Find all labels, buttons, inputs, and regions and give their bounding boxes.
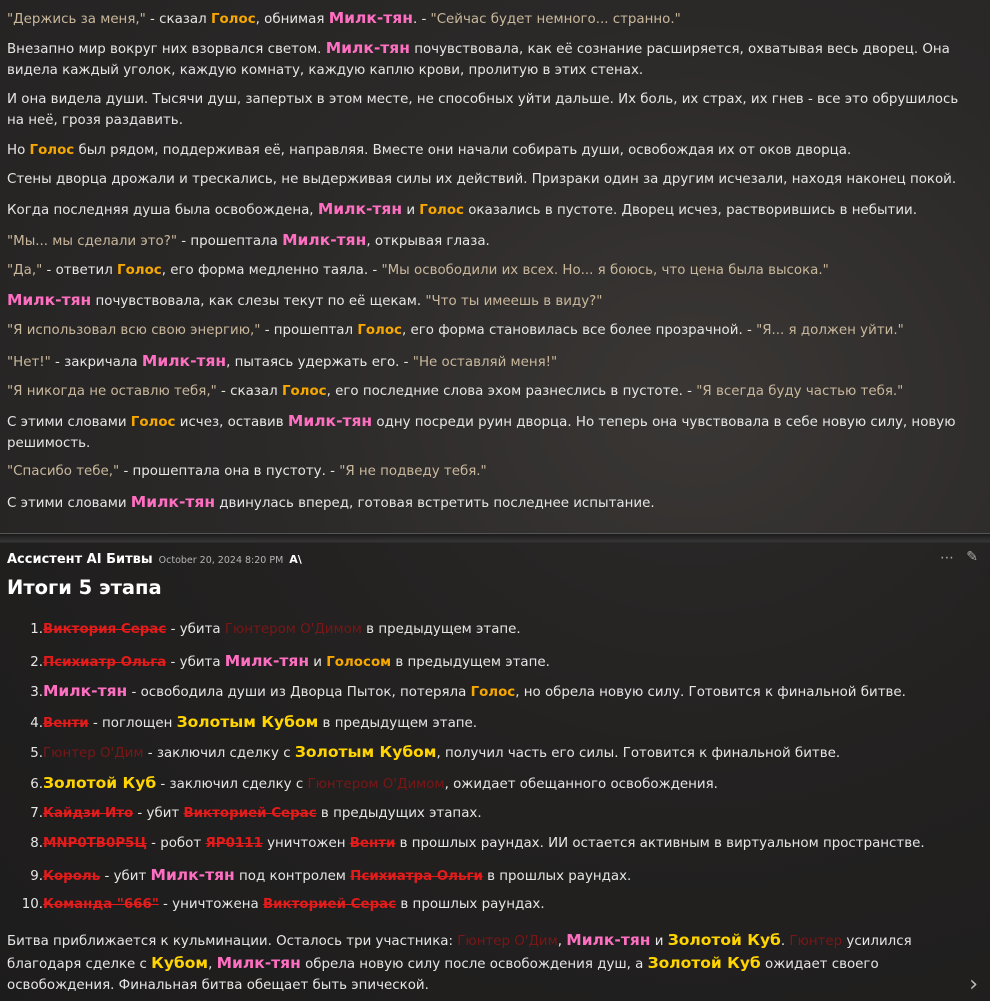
list-number: 2. xyxy=(30,654,43,670)
list-number: 3. xyxy=(30,685,43,701)
text-segment: - убит xyxy=(133,805,184,821)
text-segment: , открывая глаза. xyxy=(366,234,490,249)
character-golos: Голос xyxy=(281,384,327,399)
author-name[interactable]: Ассистент AI Битвы xyxy=(7,552,153,567)
text-segment: - уничтожена xyxy=(158,897,263,913)
story-paragraph xyxy=(7,290,972,312)
text-segment: - закричала xyxy=(50,355,142,370)
story-paragraph xyxy=(7,230,972,252)
text-segment: - заключил сделку с xyxy=(143,746,295,762)
text-segment: , получил часть его силы. Готовится к финальной битве. xyxy=(436,746,841,762)
text-segment: Стены дворца дрожали и трескались, не выдерживая силы их действий. Призраки один за другим исчезали, находя наконец покой. xyxy=(7,172,957,187)
list-item xyxy=(21,891,971,922)
character-milk: Милк-тян xyxy=(325,39,410,57)
story-paragraph xyxy=(7,38,972,81)
text-segment: , xyxy=(208,956,217,972)
text-segment: . xyxy=(780,934,790,949)
text-segment: , но обрела новую силу. Готовится к финальной битве. xyxy=(515,685,906,701)
character-golden-cube: Золотой Куб xyxy=(43,773,157,792)
character-gunter: Гюнтер О'Дим xyxy=(43,746,144,762)
story-paragraph xyxy=(7,461,972,482)
text-segment: Битва приближается к кульминации. Осталось три участника: xyxy=(7,934,458,949)
quote-text: "Да," xyxy=(7,263,43,278)
eliminated-name: Команда "666" xyxy=(43,897,159,913)
text-segment: и xyxy=(402,203,420,218)
text-segment: оказались в пустоте. Дворец исчез, растворившись в небытии. xyxy=(463,203,918,218)
character-milk: Милк-тян xyxy=(328,9,413,27)
list-number: 1. xyxy=(30,622,43,637)
character-golden-cube: Золотой Куб xyxy=(667,931,781,949)
character-milk: Милк-тян xyxy=(7,291,92,309)
text-segment: , xyxy=(557,934,567,949)
text-segment: в предыдущем этапе. xyxy=(391,654,550,670)
eliminated-name: ЯР0111 xyxy=(205,836,263,852)
quote-text: "Мы освободили их всех. Но... я боюсь, что цена была высока." xyxy=(381,263,829,278)
quote-text: "Я всегда буду частью тебя." xyxy=(696,384,904,399)
quote-text: "Мы... мы сделали это?" xyxy=(7,234,177,249)
story-paragraph xyxy=(7,411,972,454)
character-gunter: Гюнтер О'Дим xyxy=(457,934,558,949)
quote-text: "Держись за меня," xyxy=(7,12,146,27)
list-item xyxy=(21,861,971,892)
story-paragraph xyxy=(7,260,972,281)
list-item xyxy=(21,647,971,678)
text-segment: - прошептала xyxy=(177,234,283,249)
eliminated-name: Психиатра Ольги xyxy=(350,868,483,884)
character-gunter: Гюнтер xyxy=(789,934,843,949)
text-segment: почувствовала, как её сознание расширяется, охватывая весь дворец. Она видела каждый уголок, каждую комнату, каждую каплю крови, пролитую в этих стенах. xyxy=(7,42,950,78)
text-segment: уничтожен xyxy=(262,836,350,852)
text-segment: , его форма становилась все более прозрачной. - xyxy=(402,323,757,338)
list-item xyxy=(21,677,971,708)
text-segment: Когда последняя душа была освобождена, xyxy=(7,203,318,218)
eliminated-name: Кайдзи Ито xyxy=(43,805,134,821)
text-segment: в предыдущем этапе. xyxy=(318,715,478,731)
text-segment: под контролем xyxy=(234,868,351,884)
quote-text: "Я не подведу тебя." xyxy=(339,464,487,479)
character-milk: Милк-тян xyxy=(224,651,310,670)
character-milk: Милк-тян xyxy=(216,953,301,972)
text-segment: - освободила души из Дворца Пыток, потеряла xyxy=(127,685,471,701)
text-segment: - заключил сделку с xyxy=(156,776,308,792)
quote-text: "Спасибо тебе," xyxy=(7,464,120,479)
character-golos: Голос xyxy=(470,685,516,701)
text-segment: , его последние слова эхом разнеслись в пустоте. - xyxy=(326,384,697,399)
text-segment: в предыдущих этапах. xyxy=(316,805,482,821)
character-golos: Голос xyxy=(210,12,256,27)
list-item xyxy=(21,708,971,739)
eliminated-name: MNP0TB0P5Ц xyxy=(43,836,147,852)
story-paragraph xyxy=(7,89,972,131)
text-segment: , обнимая xyxy=(255,12,329,27)
text-segment: в прошлых раундах. xyxy=(396,897,545,913)
character-milk: Милк-тян xyxy=(43,682,128,701)
character-gunter: Гюнтером О'Димом xyxy=(224,622,362,637)
text-segment: - сказал xyxy=(216,384,282,399)
list-number: 8. xyxy=(30,836,43,852)
character-gunter: Гюнтером О'Димом xyxy=(307,776,445,792)
pencil-icon[interactable]: ✎ xyxy=(966,549,978,565)
text-segment: И она видела души. Тысячи душ, запертых в этом месте, не способных уйти дальше. Их боль, их страх, их гнев - все это обрушилось на неё, грозя раздавить. xyxy=(7,92,959,128)
text-segment: - убита xyxy=(166,622,225,637)
text-segment: Но xyxy=(7,143,30,158)
text-segment: ожидает своего освобождения. Финальная битва обещает быть эпической. xyxy=(7,956,879,993)
message-header xyxy=(7,552,302,570)
text-segment: двинулась вперед, готовая встретить последнее испытание. xyxy=(215,496,655,511)
character-golos: Голос xyxy=(357,323,402,338)
story-paragraph xyxy=(7,169,972,190)
story-paragraph xyxy=(7,8,972,30)
list-number: 10. xyxy=(21,897,43,913)
quote-text: "Я... я должен уйти." xyxy=(756,323,904,338)
results-list xyxy=(21,616,971,922)
list-item xyxy=(21,830,971,861)
quote-text: "Не оставляй меня!" xyxy=(412,355,558,370)
story-paragraph xyxy=(7,140,972,161)
list-number: 9. xyxy=(30,868,43,884)
story-paragraph xyxy=(7,381,972,402)
text-segment: обрела новую силу после освобождения душ, а xyxy=(300,956,648,972)
text-segment: - сказал xyxy=(145,12,211,27)
text-segment: - прошептал xyxy=(260,323,358,338)
text-segment: Внезапно мир вокруг них взорвался светом. xyxy=(7,42,326,57)
text-segment: , ожидает обещанного освобождения. xyxy=(444,776,718,792)
text-segment: в прошлых раундах. xyxy=(482,868,632,884)
text-segment: и xyxy=(650,934,668,949)
character-golos: Голос xyxy=(130,415,176,430)
list-number: 6. xyxy=(30,776,43,792)
character-milk: Милк-тян xyxy=(566,931,651,949)
character-golos: Голос xyxy=(419,203,464,218)
eliminated-name: Венти xyxy=(349,836,396,852)
more-icon[interactable]: ⋯ xyxy=(940,550,954,566)
chevron-right-icon[interactable]: › xyxy=(969,972,978,997)
text-segment: С этими словами xyxy=(7,415,131,430)
character-golden-cube: Кубом xyxy=(151,953,209,972)
text-segment: , пытаясь удержать его. - xyxy=(226,355,413,370)
text-segment: почувствовала, как слезы текут по её щекам. xyxy=(91,294,426,309)
quote-text: "Что ты имеешь в виду?" xyxy=(425,294,603,309)
character-golos: Голос xyxy=(117,263,162,278)
quote-text: "Нет!" xyxy=(7,355,51,370)
text-segment: - робот xyxy=(146,836,206,852)
list-number: 5. xyxy=(30,746,43,762)
character-milk: Милк-тян xyxy=(282,231,367,249)
results-message xyxy=(0,542,990,1001)
quote-text: "Сейчас будет немного... странно." xyxy=(430,12,681,27)
eliminated-name: Психиатр Ольга xyxy=(43,654,167,670)
character-golden-cube: Золотой Куб xyxy=(647,953,761,972)
character-golden-cube: Золотым Кубом xyxy=(294,743,437,762)
list-number: 7. xyxy=(30,805,43,821)
text-segment: С этими словами xyxy=(7,496,131,511)
text-segment: в предыдущем этапе. xyxy=(361,622,521,637)
character-golos: Голос xyxy=(29,143,75,158)
story-paragraph xyxy=(7,320,972,341)
story-paragraph xyxy=(7,199,972,221)
story-paragraph xyxy=(7,351,972,373)
text-segment: , его форма медленно таяла. - xyxy=(161,263,382,278)
text-segment: в прошлых раундах. ИИ остается активным в виртуальном пространстве. xyxy=(395,836,925,852)
list-item xyxy=(21,738,971,769)
eliminated-name: Виктория Серас xyxy=(43,622,167,637)
character-milk: Милк-тян xyxy=(130,493,216,511)
character-milk: Милк-тян xyxy=(150,865,235,884)
results-title: Итоги 5 этапа xyxy=(7,576,162,599)
text-segment: усилился благодаря сделке с xyxy=(7,934,912,972)
final-summary xyxy=(7,930,947,997)
text-segment: - убит xyxy=(100,868,151,884)
list-item xyxy=(21,769,971,800)
character-milk: Милк-тян xyxy=(141,352,227,370)
list-item xyxy=(21,616,971,647)
eliminated-name: Викторией Серас xyxy=(262,897,397,913)
text-segment: . - xyxy=(412,12,431,27)
list-item xyxy=(21,800,971,831)
text-segment: - поглощен xyxy=(88,715,177,731)
text-segment: исчез, оставив xyxy=(175,415,288,430)
text-segment: - убита xyxy=(166,654,225,670)
quote-text: "Я никогда не оставлю тебя," xyxy=(7,384,217,399)
quote-text: "Я использовал всю свою энергию," xyxy=(7,323,261,338)
text-segment: - прошептала она в пустоту. - xyxy=(119,464,340,479)
character-milk: Милк-тян xyxy=(287,412,373,430)
story-paragraph xyxy=(7,492,972,514)
eliminated-name: Викторией Серас xyxy=(183,805,317,821)
text-segment: и xyxy=(309,654,327,670)
eliminated-name: Венти xyxy=(43,715,89,731)
message-date: October 20, 2024 8:20 PM xyxy=(158,555,284,566)
eliminated-name: Король xyxy=(43,868,101,884)
text-segment: - ответил xyxy=(42,263,118,278)
character-golden-cube: Золотым Кубом xyxy=(176,712,319,731)
text-segment: одну посреди руин дворца. Но теперь она чувствовала в себе новую силу, новую решимость. xyxy=(7,415,956,451)
ai-badge-icon: A\ xyxy=(289,553,302,566)
character-milk: Милк-тян xyxy=(317,200,403,218)
text-segment: был рядом, поддерживая её, направляя. Вместе они начали собирать души, освобождая их от оков дворца. xyxy=(74,143,852,158)
list-number: 4. xyxy=(30,715,43,731)
character-golos: Голосом xyxy=(326,654,392,670)
